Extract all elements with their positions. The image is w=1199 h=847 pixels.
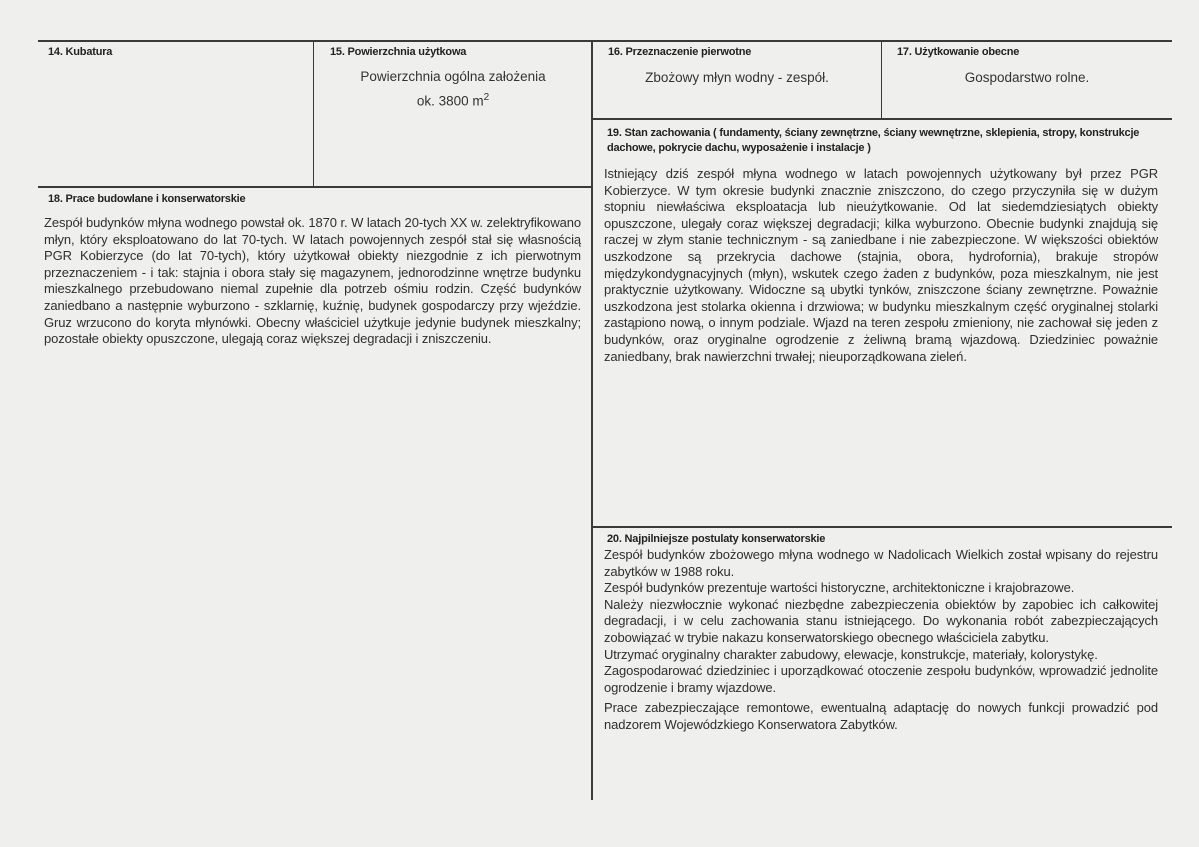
divider-14-15 [313,40,314,187]
field-15-area-value: ok. 3800 m [416,93,484,109]
right-row-divider-mid [592,526,1172,528]
postulate-paragraph: Zespół budynków zbożowego młyna wodnego w Nadolicach Wielkich został wpisany do rejestru zabytków w 1988 roku. [604,547,1158,579]
field-16-title: 16. Przeznaczenie pierwotne [608,46,752,58]
postulate-paragraph: Zagospodarować dziedziniec i uporządkować otoczenie zespołu budynków, wprowadzić jednolite ogrodzenie i bramy wjazdowe. [604,663,1158,695]
field-17-title: 17. Użytkowanie obecne [897,46,1020,58]
field-17-value: Gospodarstwo rolne. [964,70,1090,85]
center-divider [591,40,593,800]
postulate-paragraph: Należy niezwłocznie wykonać niezbędne zabezpieczenia obiektów by zapobiec ich całkowitej degradacji, i w celu zachowania stanu istniejącego. Do wykonania robót zabezpieczających zobowiązać w trybie nakazu konserwatorskiego obecnego właściciela zabytku. [604,596,1158,645]
field-15-area-unit: 2 [483,92,490,103]
field-19-text: Istniejący dziś zespół młyna wodnego w latach powojennych użytkowany był przez PGR Kobierzyce. W tym okresie budynki znacznie zniszczono, do czego przyczyniła się w dużym stopniu niewłaściwa eksploatacja lub nieużytkowanie. Od lat siedemdziesiątych obiekty opuszczone, ulegały coraz większej degradacji; kilka wyburzono. Obecnie budynki znajdują się raczej w złym stanie technicznym - są zaniedbane i nie zabezpieczone. W większości obiektów uszkodzone są przekrycia dachowe (stajnia, obora, hydrofornia), brakuje stropów międzykondygnacyjnych (młyn), wskutek czego żaden z budynków, poza mieszkalnym, nie jest praktycznie użytkowany. Widoczne są ubytki tynków, zniszczone ściany zewnętrzne. Poważnie uszkodzona jest stolarka okienna i drzwiowa; w budynku mieszkalnym część oryginalnej stolarki zastąpiono nową, o innym podziale. Wjazd na teren zespołu zmieniony, nie zachował się jeden z budynków, oraz oryginalne ogrodzenie z żeliwną bramą wjazdową. Dziedziniec poważnie zaniedbany, brak nawierzchni trwałej; nieuporządkowana zieleń. [604,166,1158,364]
postulate-paragraph: Utrzymać oryginalny charakter zabudowy, elewacje, konstrukcje, materiały, kolorystykę. [604,646,1098,662]
field-19-title: 19. Stan zachowania ( fundamenty, ściany zewnętrzne, ściany wewnętrzne, sklepienia, stropy, konstrukcje dachowe, pokrycie dachu, wyposażenie i instalacje ) [607,127,1140,154]
field-18-title: 18. Prace budowlane i konserwatorskie [48,193,246,205]
left-row-divider [38,186,592,188]
field-15-line1: Powierzchnia ogólna założenia [360,69,546,84]
field-15-area [314,87,592,112]
field-14-title: 14. Kubatura [48,46,113,58]
right-row-divider-top [592,118,1172,120]
postulate-paragraph: Prace zabezpieczające remontowe, ewentualną adaptację do nowych funkcji prowadzić pod nadzorem Wojewódzkiego Konserwatora Zabytków. [604,700,1158,732]
field-20-title: 20. Najpilniejsze postulaty konserwatorskie [607,533,826,545]
field-20-text [604,547,1158,734]
field-15-title: 15. Powierzchnia użytkowa [330,46,467,58]
field-18-text: Zespół budynków młyna wodnego powstał ok. 1870 r. W latach 20-tych XX w. zelektryfikowano młyn, który eksploatowano do lat 70-tych. W latach powojennych zespół stał się własnością PGR Kobierzyce (do lat 70-tych), który użytkował obiekty niezgodnie z ich pierwotnym przeznaczeniem - i tak: stajnia i obora stały się magazynem, jednorodzinne wnętrze budynku mieszkalnego przebudowano niemal zupełnie dla potrzeb ośmiu rodzin. Część budynków zaniedbano a następnie wyburzono - szklarnię, kuźnię, budynek gospodarczy przy wjeździe. Gruz wrzucono do koryta młynówki. Obecny właściciel użytkuje jedynie budynek mieszkalny; pozostałe obiekty opuszczone, ulegają coraz większej degradacji i zniszczeniu. [44,215,581,347]
postulate-paragraph: Zespół budynków prezentuje wartości historyczne, architektoniczne i krajobrazowe. [604,580,1075,596]
field-15-value [314,66,592,112]
top-border [38,40,1172,42]
field-16-value: Zbożowy młyn wodny - zespół. [645,70,829,85]
